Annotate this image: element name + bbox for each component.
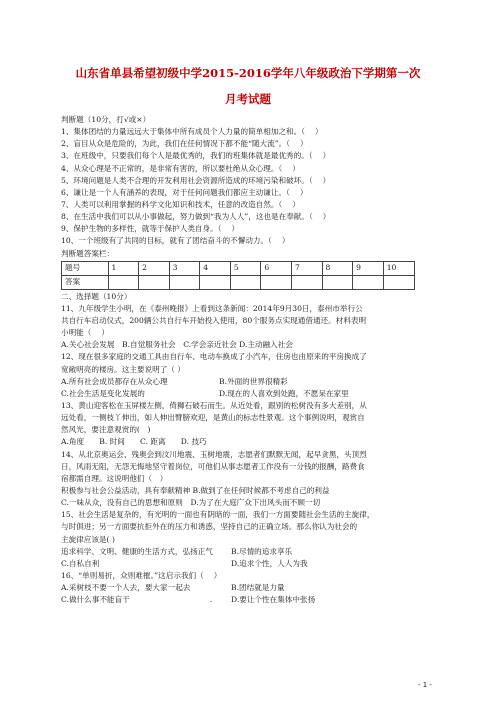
table-cell: 1 [108,261,139,275]
judge-item: 4、从众心理是不正常的，是非常有害的，所以要杜绝从众心理。（ ） [61,163,300,173]
question-line: 日，风雨无阻，无怨无悔地坚守着岗位，可他们从事志愿者工作没有一分钱的报酬，路费食 [61,461,365,471]
question-options: 积极参与社会公益活动，具有奉献精神 B.做到了在任何时候都不考虑自己的利益 [61,485,330,495]
option: C.社会生活是变化发展的 [61,388,145,398]
table-cell: 9 [353,261,384,275]
answer-cell[interactable] [383,275,414,289]
question-options [61,558,437,570]
question-options [61,376,437,388]
table-cell: 答案 [62,275,109,289]
page-number: - 1 - [418,681,432,689]
question-line: 16、“单则易折，众则难摧。”这启示我们（ ） [61,570,222,580]
question-line: 宽敞明亮的楼房。这主要说明了（ ） [61,364,185,374]
answer-cell[interactable] [169,275,200,289]
question-line: 宿都需自理。这说明他们（ ） [61,473,168,483]
doc-content [61,114,437,606]
doc-title-line2: 月考试题 [225,92,271,106]
question-line: 11、九年级学生小明，在《泰州晚报》上看到这条新闻：2014年9月30日，泰州市举行公 [61,303,363,313]
answer-cell[interactable] [291,275,322,289]
table-cell: 7 [291,261,322,275]
judge-item: 3、在班级中，只要我们每个人是最优秀的，我们的班集体就是最优秀的。（ ） [61,151,331,161]
answer-cell[interactable] [108,275,139,289]
option [61,594,231,606]
option: D.要让个性在集体中张扬 [231,595,316,605]
option: A.采树枝不要一个人去，要大家一起去 [61,583,191,593]
question-line: 与时俱进；另一方面要抗拒外在的压力和诱惑，坚持自己的正确立场。那么你认为社会的 [61,522,358,532]
question-line: 13、黄山迎客松在玉屏楼左侧，倚狮石破石而生。从近处看，跟别的松树没有多大差别，从 [61,400,367,410]
option: B.尽情的追求享乐 [231,546,293,556]
answer-cell[interactable] [230,275,261,289]
option: 追求科学、文明、健康的生活方式，弘扬正气 [61,546,213,556]
option: C.自私自利 [61,558,100,568]
option: B.团结就是力量 [231,583,285,593]
question-line: 远处看，一侧枝丫伸出，如人伸出臂膀欢迎，是黄山的标志性景观。这个事例说明，观赏自 [61,413,365,423]
judge-item: 2、盲目从众是危险的，为此，我们在任何情况下都不能“随大流”。（ ） [61,139,308,149]
question-line: 小明能（ ） [61,328,109,338]
question-line: 主旋律应该是( ) [61,534,115,544]
answer-table-answer-row [62,275,415,289]
judge-item: 10、一个班级有了共同的目标，就有了团结奋斗的不懈动力。（ ） [61,236,290,246]
answer-table-label: 判断题答案栏： [61,248,115,258]
question-options: A.角度 B. 时间 C. 距离 D. 技巧 [61,437,207,447]
option: D.现在的人喜欢到处跑，不愿呆在家里 [219,388,349,398]
doc-title-line1: 山东省单县希望初级中学2015-2016学年八年级政治下学期第一次 [75,66,421,80]
judge-item: 9、保护生物的多样性，就等于保护人类自身。（ ） [61,224,240,234]
question-options [61,388,437,400]
answer-cell[interactable] [139,275,170,289]
choice-header: 二、选择题（10分） [61,291,132,301]
judge-item: 8、在生活中我们可以从小事做起，努力做到“我为人人”，这也是在奉献。（ ） [61,212,331,222]
question-line: 共自行车启动仪式，200辆公共自行车开始投入使用，80个服务点实现通借通还。材料表明 [61,315,367,325]
table-cell: 3 [169,261,200,275]
answer-cell[interactable] [353,275,384,289]
question-line: 14、从北京奥运会、残奥会到汶川地震、玉树地震，志愿者们默默无闻，起早贪黑，头顶烈 [61,449,367,459]
table-cell: 10 [383,261,414,275]
answer-table [61,261,415,290]
answer-cell[interactable] [261,275,292,289]
judge-item: 7、人类可以利用掌握的科学文化知识和技术，任意的改造自然。（ ） [61,199,300,209]
question-line: 然风光，要注意观赏的( ) [61,425,151,435]
option-text: C.做什么事不能盲干 [61,595,130,605]
table-cell: 题号 [62,261,109,275]
question-options: A.关心社会发展 B.自觉服务社会 C.学会亲近社会 D.主动融入社会 [61,340,293,350]
answer-table-header-row [62,261,415,275]
option: B.外面的世界很精彩 [219,376,288,386]
judge-item: 6、谦让是一个人有涵养的表现，对于任何问题我们都应主动谦让。（ ） [61,187,308,197]
stray-dot: . [209,595,213,605]
answer-cell[interactable] [200,275,231,289]
question-options [61,582,437,594]
question-line: 15、社会生活是复杂的，有光明的一面也有阴暗的一面，我们一方面要随社会生活的主旋律， [61,510,375,520]
table-cell: 5 [230,261,261,275]
answer-cell[interactable] [322,275,353,289]
judge-item: 1、集体团结的力量远远大于集体中所有成员个人力量的简单相加之和。（ ） [61,127,323,137]
judge-header: 判断题（10分，打√或×） [61,115,151,124]
option: A.所有社会成员都存在从众心理 [61,376,168,386]
table-cell: 2 [139,261,170,275]
question-line: 12、现在很多家庭的交通工具由自行车、电动车换成了小汽车，住房也由原来的平房换成了 [61,352,367,362]
question-options [61,594,437,606]
option: D.追求个性，人人为我 [231,558,308,568]
question-options: C.一味从众，没有自己的思想和原则 D.为了在大庭广众下出风头而不顾一切 [61,498,321,508]
table-cell: 8 [322,261,353,275]
judge-item: 5、环境问题是人类不合理的开发利用社会资源所造成的环境污染和破坏。（ ） [61,175,331,185]
question-options [61,546,437,558]
table-cell: 4 [200,261,231,275]
table-cell: 6 [261,261,292,275]
